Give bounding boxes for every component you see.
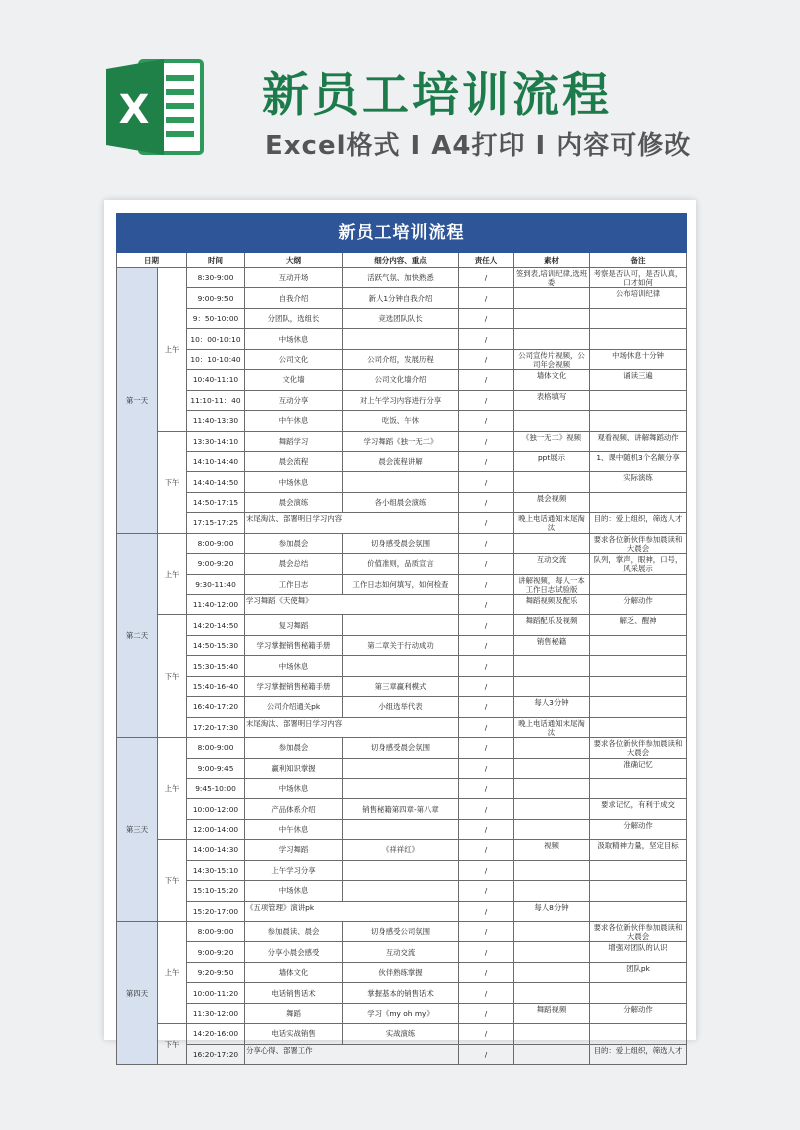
note-cell: 考察是否认可，是否认真，口才如何 [590,268,687,288]
owner-cell: / [459,268,514,288]
table-row [117,411,687,431]
table-row [117,329,687,349]
material-cell [514,922,590,942]
time-cell: 12:00-14:00 [187,819,245,839]
outline-cell: 中午休息 [245,411,343,431]
material-cell: 销售秘籍 [514,635,590,655]
table-row [117,758,687,778]
table-row [117,288,687,308]
time-cell: 17:15-17:25 [187,513,245,533]
outline-cell: 文化墙 [245,370,343,390]
page-subtitle: Excel格式 I A4打印 I 内容可修改 [265,131,692,161]
material-cell [514,411,590,431]
outline-cell: 参加晨读、晨会 [245,922,343,942]
table-row [117,370,687,390]
note-cell: 分解动作 [590,819,687,839]
time-cell: 16:40-17:20 [187,697,245,717]
material-cell [514,472,590,492]
table-row [117,472,687,492]
detail-cell: 互动交流 [343,942,459,962]
detail-cell: 切身感受公司氛围 [343,922,459,942]
column-header: 细分内容、重点 [343,253,459,268]
session-label: 上午 [158,533,187,615]
table-row [117,492,687,512]
owner-cell: / [459,799,514,819]
table-row [117,451,687,471]
table-row [117,860,687,880]
owner-cell: / [459,676,514,696]
material-cell: 舞蹈配乐及视频 [514,615,590,635]
time-cell: 11:10-11：40 [187,390,245,410]
owner-cell: / [459,881,514,901]
time-cell: 15:40-16-40 [187,676,245,696]
time-cell: 16:20-17:20 [187,1044,245,1064]
detail-cell [343,778,459,798]
owner-cell: / [459,431,514,451]
outline-cell: 末尾淘汰、部署明日学习内容 [245,717,459,737]
material-cell [514,308,590,328]
owner-cell: / [459,697,514,717]
session-label: 下午 [158,840,187,922]
day-label: 第三天 [117,738,158,922]
note-cell [590,860,687,880]
table-row [117,799,687,819]
note-cell: 分解动作 [590,1003,687,1023]
table-row [117,983,687,1003]
owner-cell: / [459,288,514,308]
outline-cell: 分享小晨会感受 [245,942,343,962]
document-page [104,200,696,1059]
note-cell: 诵读三遍 [590,370,687,390]
time-cell: 14:20-16:00 [187,1024,245,1044]
note-cell: 队列，掌声，眼神，口号，风采展示 [590,554,687,574]
outline-cell: 参加晨会 [245,738,343,758]
day-label: 第二天 [117,533,158,737]
time-cell: 8:00-9:00 [187,738,245,758]
material-cell: 每人8分钟 [514,901,590,921]
owner-cell: / [459,778,514,798]
time-cell: 15:20-17:00 [187,901,245,921]
outline-cell: 电话销售话术 [245,983,343,1003]
detail-cell: 切身感受晨会氛围 [343,533,459,553]
owner-cell: / [459,574,514,594]
owner-cell: / [459,1044,514,1064]
outline-cell: 中场休息 [245,778,343,798]
detail-cell [343,819,459,839]
outline-cell: 舞蹈 [245,1003,343,1023]
table-row [117,962,687,982]
time-cell: 11:40-13:30 [187,411,245,431]
note-cell [590,901,687,921]
time-cell: 10：10-10:40 [187,349,245,369]
owner-cell: / [459,942,514,962]
owner-cell: / [459,656,514,676]
time-cell: 14:50-17:15 [187,492,245,512]
detail-cell: 小组选举代表 [343,697,459,717]
time-cell: 14:00-14:30 [187,840,245,860]
outline-cell: 学习掌握销售秘籍手册 [245,635,343,655]
detail-cell: 对上午学习内容进行分享 [343,390,459,410]
owner-cell: / [459,451,514,471]
outline-cell: 中午休息 [245,819,343,839]
outline-cell: 中场休息 [245,472,343,492]
outline-cell: 学习舞蹈 [245,840,343,860]
detail-cell: 公司文化墙介绍 [343,370,459,390]
note-cell: 1、课中随机3个名额分享 [590,451,687,471]
material-cell [514,799,590,819]
column-header: 日期 [117,253,187,268]
outline-cell: 中场休息 [245,656,343,676]
owner-cell: / [459,554,514,574]
detail-cell [343,656,459,676]
owner-cell: / [459,513,514,533]
detail-cell: 实战演练 [343,1024,459,1044]
time-cell: 9:00-9:20 [187,942,245,962]
material-cell: 墙体文化 [514,370,590,390]
detail-cell: 工作日志如何填写，如何检查 [343,574,459,594]
detail-cell [343,860,459,880]
time-cell: 10:00-12:00 [187,799,245,819]
training-schedule-table [116,213,687,1065]
outline-cell: 学习舞蹈《天使舞》 [245,595,459,615]
table-row [117,431,687,451]
time-cell: 9:30-11:40 [187,574,245,594]
table-row [117,840,687,860]
owner-cell: / [459,738,514,758]
table-row [117,513,687,533]
note-cell: 分解动作 [590,595,687,615]
note-cell [590,983,687,1003]
time-cell: 9：50-10:00 [187,308,245,328]
material-cell: 舞蹈视频 [514,1003,590,1023]
note-cell [590,411,687,431]
note-cell [590,778,687,798]
time-cell: 14:20-14:50 [187,615,245,635]
column-header: 时间 [187,253,245,268]
time-cell: 17:20-17:30 [187,717,245,737]
detail-cell: 切身感受晨会氛围 [343,738,459,758]
table-row [117,595,687,615]
material-cell [514,758,590,778]
sheet-title-row [117,214,687,253]
material-cell: 视频 [514,840,590,860]
outline-cell: 中场休息 [245,881,343,901]
session-label: 上午 [158,738,187,840]
outline-cell: 参加晨会 [245,533,343,553]
column-header: 责任人 [459,253,514,268]
material-cell: 表格填写 [514,390,590,410]
material-cell: 公司宣传片视频，公司年会视频 [514,349,590,369]
detail-cell: 各小组晨会演练 [343,492,459,512]
note-cell [590,308,687,328]
material-cell [514,860,590,880]
note-cell: 要求各位新伙伴参加晨读和大晨会 [590,533,687,553]
material-cell [514,533,590,553]
material-cell: 舞蹈视频及配乐 [514,595,590,615]
owner-cell: / [459,983,514,1003]
table-row [117,717,687,737]
sheet-title: 新员工培训流程 [117,214,687,253]
material-cell: 晚上电话通知末尾淘汰 [514,513,590,533]
detail-cell: 掌握基本的销售话术 [343,983,459,1003]
material-cell [514,983,590,1003]
note-cell [590,656,687,676]
table-row [117,738,687,758]
owner-cell: / [459,472,514,492]
table-row [117,778,687,798]
detail-cell: 伙伴熟练掌握 [343,962,459,982]
note-cell [590,492,687,512]
outline-cell: 自我介绍 [245,288,343,308]
column-header-row [117,253,687,268]
outline-cell: 末尾淘汰、部署明日学习内容 [245,513,459,533]
detail-cell: 学习舞蹈《独一无二》 [343,431,459,451]
owner-cell: / [459,860,514,880]
material-cell [514,819,590,839]
header [0,0,800,190]
session-label: 上午 [158,922,187,1024]
table-row [117,1044,687,1064]
table-row [117,349,687,369]
table-row [117,615,687,635]
material-cell: 互动交流 [514,554,590,574]
material-cell [514,1044,590,1064]
note-cell: 观看视频、讲解舞蹈动作 [590,431,687,451]
owner-cell: / [459,370,514,390]
owner-cell: / [459,349,514,369]
material-cell: 讲解视频，每人一本工作日志试验版 [514,574,590,594]
column-header: 素材 [514,253,590,268]
owner-cell: / [459,533,514,553]
outline-cell: 互动开场 [245,268,343,288]
owner-cell: / [459,922,514,942]
time-cell: 10:00-11:20 [187,983,245,1003]
material-cell: 晨会视频 [514,492,590,512]
time-cell: 9:00-9:20 [187,554,245,574]
note-cell [590,574,687,594]
material-cell [514,329,590,349]
owner-cell: / [459,758,514,778]
table-row [117,574,687,594]
time-cell: 14:10-14:40 [187,451,245,471]
outline-cell: 公司介绍通关pk [245,697,343,717]
outline-cell: 赢利知识掌握 [245,758,343,778]
note-cell: 要求各位新伙伴参加晨读和大晨会 [590,738,687,758]
table-row [117,533,687,553]
outline-cell: 分团队，选组长 [245,308,343,328]
owner-cell: / [459,1003,514,1023]
note-cell: 公布培训纪律 [590,288,687,308]
table-row [117,676,687,696]
owner-cell: / [459,615,514,635]
page-title: 新员工培训流程 [262,68,612,123]
owner-cell: / [459,308,514,328]
table-row [117,819,687,839]
excel-logo-icon [104,55,204,159]
detail-cell: 价值准则，品质宣言 [343,554,459,574]
note-cell: 解乏、醒神 [590,615,687,635]
owner-cell: / [459,492,514,512]
day-label: 第一天 [117,268,158,534]
detail-cell: 销售秘籍第四章-第八章 [343,799,459,819]
time-cell: 14:40-14:50 [187,472,245,492]
owner-cell: / [459,840,514,860]
note-cell: 团队pk [590,962,687,982]
material-cell [514,962,590,982]
detail-cell: 学习《my oh my》 [343,1003,459,1023]
note-cell [590,717,687,737]
owner-cell: / [459,819,514,839]
material-cell: ppt展示 [514,451,590,471]
owner-cell: / [459,1024,514,1044]
table-row [117,554,687,574]
column-header: 备注 [590,253,687,268]
material-cell [514,676,590,696]
detail-cell [343,758,459,778]
time-cell: 8:30-9:00 [187,268,245,288]
session-label: 下午 [158,431,187,533]
material-cell [514,881,590,901]
detail-cell: 《祥祥红》 [343,840,459,860]
note-cell [590,697,687,717]
owner-cell: / [459,962,514,982]
owner-cell: / [459,901,514,921]
material-cell: 签到表,培训纪律,选班委 [514,268,590,288]
outline-cell: 产品体系介绍 [245,799,343,819]
day-label: 第四天 [117,922,158,1065]
note-cell [590,635,687,655]
time-cell: 14:50-15:30 [187,635,245,655]
material-cell [514,942,590,962]
outline-cell: 晨会总结 [245,554,343,574]
note-cell: 要求记忆，有利于成交 [590,799,687,819]
owner-cell: / [459,329,514,349]
note-cell: 目的：爱上组织，筛选人才 [590,1044,687,1064]
outline-cell: 上午学习分享 [245,860,343,880]
table-row [117,942,687,962]
session-label: 下午 [158,1024,187,1065]
detail-cell: 晨会流程讲解 [343,451,459,471]
outline-cell: 工作日志 [245,574,343,594]
time-cell: 9:00-9:45 [187,758,245,778]
time-cell: 15:30-15:40 [187,656,245,676]
note-cell: 汲取精神力量，坚定目标 [590,840,687,860]
material-cell: 晚上电话通知末尾淘汰 [514,717,590,737]
material-cell: 每人3分钟 [514,697,590,717]
note-cell [590,329,687,349]
table-row [117,881,687,901]
table-row [117,268,687,288]
detail-cell [343,881,459,901]
detail-cell: 活跃气氛、加快熟悉 [343,268,459,288]
outline-cell: 公司文化 [245,349,343,369]
time-cell: 9:00-9:50 [187,288,245,308]
outline-cell: 晨会流程 [245,451,343,471]
time-cell: 8:00-9:00 [187,922,245,942]
table-row [117,697,687,717]
time-cell: 9:45-10:00 [187,778,245,798]
column-header: 大纲 [245,253,343,268]
material-cell [514,288,590,308]
detail-cell: 第三章赢利模式 [343,676,459,696]
detail-cell [343,472,459,492]
note-cell: 实际演练 [590,472,687,492]
material-cell [514,778,590,798]
detail-cell [343,615,459,635]
detail-cell: 公司介绍，发展历程 [343,349,459,369]
time-cell: 11:30-12:00 [187,1003,245,1023]
table-row [117,1003,687,1023]
detail-cell: 吃饭、午休 [343,411,459,431]
outline-cell: 中场休息 [245,329,343,349]
table-row [117,635,687,655]
table-row [117,901,687,921]
detail-cell: 竞选团队队长 [343,308,459,328]
svg-text:X: X [118,87,150,133]
note-cell: 要求各位新伙伴参加晨读和大晨会 [590,922,687,942]
note-cell [590,1024,687,1044]
session-label: 下午 [158,615,187,738]
outline-cell: 互动分享 [245,390,343,410]
outline-cell: 墙体文化 [245,962,343,982]
outline-cell: 舞蹈学习 [245,431,343,451]
time-cell: 9:20-9:50 [187,962,245,982]
detail-cell [343,329,459,349]
time-cell: 10：00-10:10 [187,329,245,349]
session-label: 上午 [158,268,187,432]
outline-cell: 学习掌握销售秘籍手册 [245,676,343,696]
owner-cell: / [459,411,514,431]
time-cell: 8:00-9:00 [187,533,245,553]
table-row [117,308,687,328]
note-cell [590,390,687,410]
detail-cell: 第二章关于行动成功 [343,635,459,655]
outline-cell: 《五项管理》演讲pk [245,901,459,921]
owner-cell: / [459,390,514,410]
outline-cell: 电话实战销售 [245,1024,343,1044]
note-cell: 中场休息十分钟 [590,349,687,369]
time-cell: 10:40-11:10 [187,370,245,390]
note-cell: 准确记忆 [590,758,687,778]
time-cell: 13:30-14:10 [187,431,245,451]
time-cell: 11:40-12:00 [187,595,245,615]
outline-cell: 分享心得、部署工作 [245,1044,459,1064]
owner-cell: / [459,717,514,737]
note-cell [590,676,687,696]
table-row [117,1024,687,1044]
outline-cell: 复习舞蹈 [245,615,343,635]
time-cell: 15:10-15:20 [187,881,245,901]
table-row [117,922,687,942]
owner-cell: / [459,595,514,615]
outline-cell: 晨会演练 [245,492,343,512]
material-cell [514,738,590,758]
detail-cell: 新人1分钟自我介绍 [343,288,459,308]
note-cell: 目的：爱上组织，筛选人才 [590,513,687,533]
note-cell [590,881,687,901]
owner-cell: / [459,635,514,655]
note-cell: 增强对团队的认识 [590,942,687,962]
material-cell [514,656,590,676]
material-cell: 《独一无二》视频 [514,431,590,451]
table-row [117,656,687,676]
table-row [117,390,687,410]
material-cell [514,1024,590,1044]
time-cell: 14:30-15:10 [187,860,245,880]
